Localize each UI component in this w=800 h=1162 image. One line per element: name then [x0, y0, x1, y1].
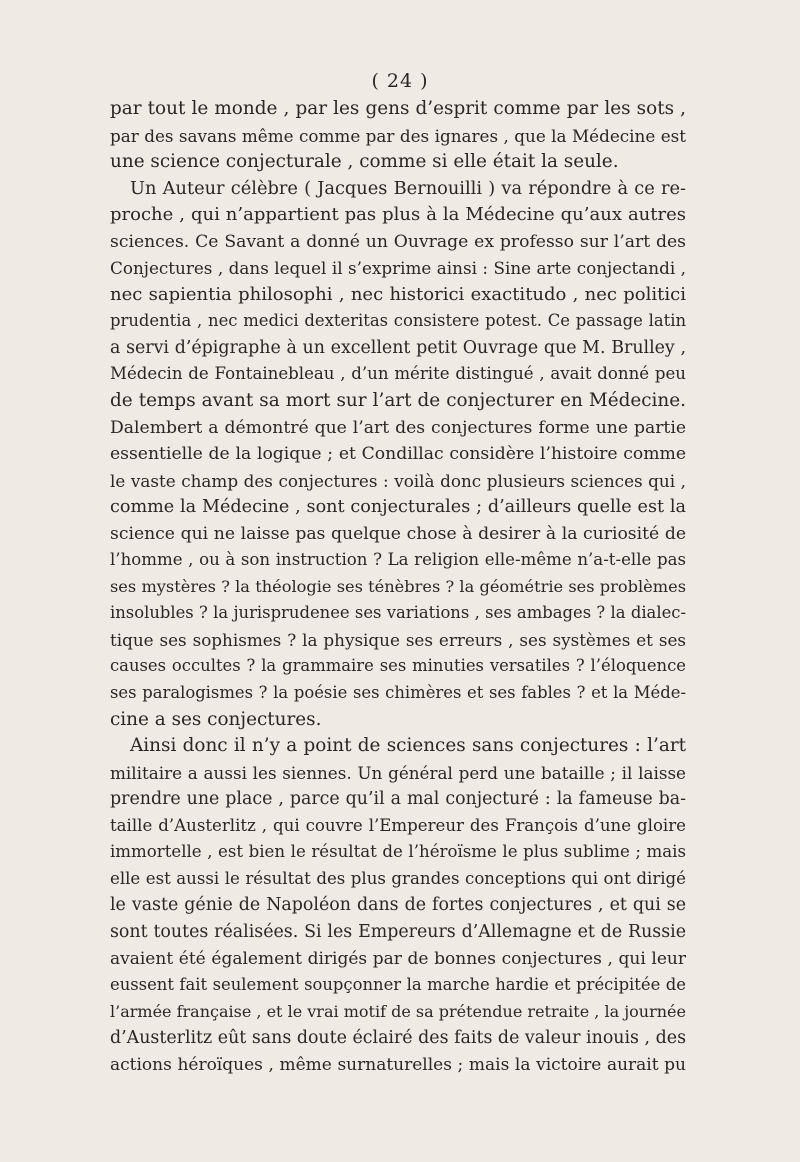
text-line: le vaste champ des conjectures : voilà donc plusieurs sciences qui ,: [110, 470, 686, 491]
text-line: causes occultes ? la grammaire ses minuties versatiles ? l’éloquence: [110, 656, 686, 676]
text-line: science qui ne laisse pas quelque chose à desirer à la curiosité de: [110, 523, 686, 544]
text-line: Un Auteur célèbre ( Jacques Bernouilli ) va répondre à ce re-: [130, 177, 686, 199]
text-line: d’Austerlitz eût sans doute éclairé des faits de valeur inouis , des: [110, 1028, 686, 1049]
text-line: eussent fait seulement soupçonner la marche hardie et précipitée de: [110, 975, 686, 995]
text-line: par tout le monde , par les gens d’esprit comme par les sots ,: [110, 98, 686, 119]
text-line: militaire a aussi les siennes. Un général perd une bataille ; il laisse: [110, 762, 686, 783]
text-line: sciences. Ce Savant a donné un Ouvrage ex professo sur l’art des: [110, 231, 686, 252]
text-line: immortelle , est bien le résultat de l’héroïsme le plus sublime ; mais: [110, 842, 686, 862]
text-line: Conjectures , dans lequel il s’exprime ainsi : Sine arte conjectandi ,: [110, 258, 686, 279]
text-line: par des savans même comme par des ignares , que la Médecine est: [110, 125, 686, 146]
text-line: une science conjecturale , comme si elle était la seule.: [110, 151, 619, 173]
text-line: l’armée française , et le vrai motif de sa prétendue retraite , la journée: [110, 1001, 686, 1021]
text-line: taille d’Austerlitz , qui couvre l’Empereur des François d’une gloire: [110, 815, 686, 835]
text-line: avaient été également dirigés par de bonnes conjectures , qui leur: [110, 948, 686, 969]
text-line: essentielle de la logique ; et Condillac considère l’histoire comme: [110, 444, 686, 465]
text-line: comme la Médecine , sont conjecturales ; d’ailleurs quelle est la: [110, 497, 686, 518]
text-line: sont toutes réalisées. Si les Empereurs d’Allemagne et de Russie: [110, 921, 686, 942]
text-line: ses mystères ? la théologie ses ténèbres ? la géométrie ses problèmes: [110, 576, 686, 596]
text-line: proche , qui n’appartient pas plus à la Médecine qu’aux autres: [110, 204, 686, 226]
text-line: Dalembert a démontré que l’art des conjectures forme une partie: [110, 417, 686, 438]
text-line: actions héroïques , même surnaturelles ; mais la victoire aurait pu: [110, 1054, 686, 1075]
page-number: ( 24 ): [371, 70, 429, 92]
text-line: Ainsi donc il n’y a point de sciences sans conjectures : l’art: [130, 735, 686, 757]
text-line: prudentia , nec medici dexteritas consistere potest. Ce passage latin: [110, 311, 686, 331]
text-line: insolubles ? la jurisprudenee ses variations , ses ambages ? la dialec-: [110, 603, 686, 623]
text-line: le vaste génie de Napoléon dans de fortes conjectures , et qui se: [110, 895, 686, 916]
text-line: tique ses sophismes ? la physique ses erreurs , ses systèmes et ses: [110, 629, 686, 650]
text-line: cine a ses conjectures.: [110, 708, 322, 730]
text-line: elle est aussi le résultat des plus grandes conceptions qui ont dirigé: [110, 868, 686, 888]
text-line: de temps avant sa mort sur l’art de conjecturer en Médecine.: [110, 390, 686, 412]
text-line: ses paralogismes ? la poésie ses chimères et ses fables ? et la Méde-: [110, 683, 686, 703]
text-line: nec sapientia philosophi , nec historici exactitudo , nec politici: [110, 283, 686, 305]
text-line: Médecin de Fontainebleau , d’un mérite distingué , avait donné peu: [110, 364, 686, 384]
text-line: prendre une place , parce qu’il a mal conjecturé : la fameuse ba-: [110, 789, 686, 810]
text-line: l’homme , ou à son instruction ? La religion elle-même n’a-t-elle pas: [110, 550, 686, 570]
body-text: [110, 96, 686, 1078]
text-line: a servi d’épigraphe à un excellent petit Ouvrage que M. Brulley ,: [110, 337, 686, 358]
